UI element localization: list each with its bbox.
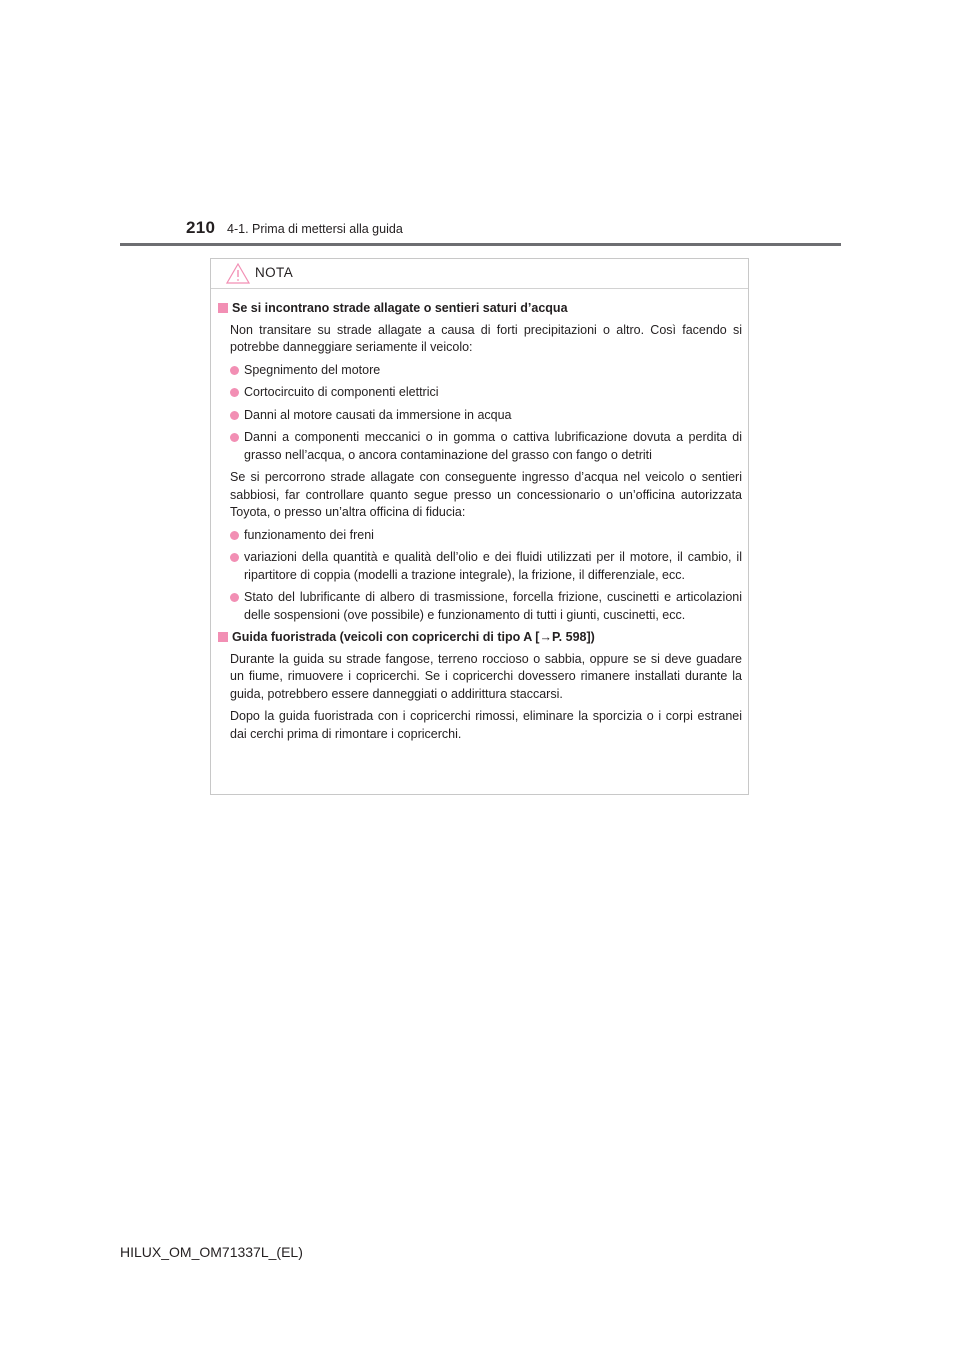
dot-bullet-icon: [230, 388, 239, 397]
dot-bullet-icon: [230, 553, 239, 562]
dot-bullet-icon: [230, 411, 239, 420]
square-bullet-icon: [218, 303, 228, 313]
notice-header: [211, 259, 748, 289]
list-item: funzionamento dei freni: [218, 527, 742, 545]
paragraph: Se si percorrono strade allagate con conseguente ingresso d’acqua nel veicolo o sentieri sabbiosi, far controllare quanto segue presso un concessionario o un’officina autorizzata Toyota, o presso un’altra officina di fiducia:: [230, 470, 742, 519]
list-item: Spegnimento del motore: [218, 362, 742, 380]
list-item: Danni al motore causati da immersione in acqua: [218, 407, 742, 425]
section-heading: Se si incontrano strade allagate o sentieri saturi d’acqua: [218, 300, 742, 318]
page-number: 210: [186, 218, 216, 237]
section-title: 4-1. Prima di mettersi alla guida: [227, 222, 403, 236]
notice-title: NOTA: [255, 265, 294, 280]
dot-bullet-icon: [230, 366, 239, 375]
warning-triangle-icon: [226, 263, 250, 284]
list-item: Danni a componenti meccanici o in gomma o cattiva lubrificazione dovuta a perdita di grasso nell’acqua, o ancora contaminazione del grasso con fango o detriti: [218, 429, 742, 464]
notice-box: [210, 258, 749, 795]
list-item: Cortocircuito di componenti elettrici: [218, 384, 742, 402]
paragraph: Dopo la guida fuoristrada con i copricerchi rimossi, eliminare la sporcizia o i corpi estranei dai cerchi prima di rimontare i copricerchi.: [230, 709, 742, 741]
footer-doc-id: HILUX_OM_OM71337L_(EL): [120, 1244, 303, 1260]
list-item: variazioni della quantità e qualità dell’olio e dei fluidi utilizzati per il motore, il cambio, il ripartitore di coppia (modelli a trazione integrale), la frizione, il differenziale, ecc.: [218, 549, 742, 584]
paragraph: Durante la guida su strade fangose, terreno roccioso o sabbia, oppure se si deve guadare un fiume, rimuovere i copricerchi. Se i copricerchi dovessero rimanere installati durante la guida, potrebbero essere danneggiati o addirittura staccarsi.: [230, 651, 742, 701]
dot-bullet-icon: [230, 593, 239, 602]
list-item: Stato del lubrificante di albero di trasmissione, forcella frizione, cuscinetti e articolazioni delle sospensioni (ove possibile) e funzionamento di tutti i giunti, cuscinetti, ecc.: [218, 589, 742, 624]
square-bullet-icon: [218, 632, 228, 642]
paragraph: Non transitare su strade allagate a causa di forti precipitazioni o altro. Così facendo si potrebbe danneggiare seriamente il veicolo:: [230, 322, 742, 354]
dot-bullet-icon: [230, 531, 239, 540]
header-rule: [120, 243, 841, 246]
notice-body: [211, 289, 748, 743]
section-heading: Guida fuoristrada (veicoli con copricerchi di tipo A [→P. 598]): [218, 629, 742, 647]
dot-bullet-icon: [230, 433, 239, 442]
